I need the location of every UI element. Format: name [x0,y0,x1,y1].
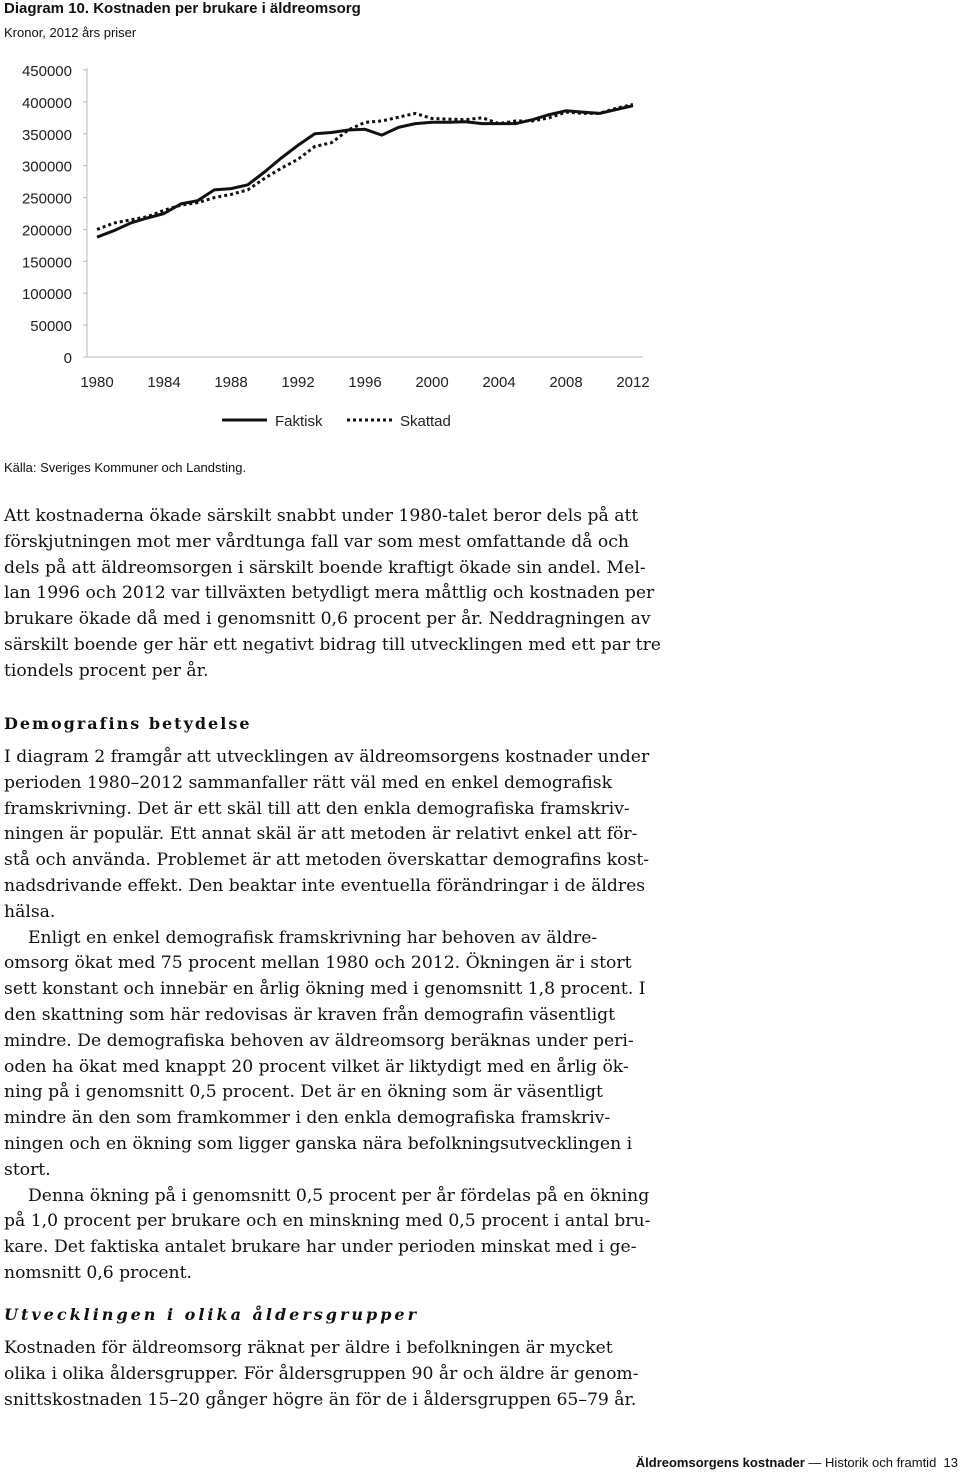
text-line: Denna ökning på i genomsnitt 0,5 procent per år fördelas på en ökning [28,1185,650,1206]
text-line: kare. Det faktiska antalet brukare har under perioden minskat med i ge- [4,1237,637,1258]
text-line: oden ha ökat med knappt 20 procent vilket är liktydigt med en årlig ök- [4,1056,629,1077]
text-line: sett konstant och innebär en årlig ökning med i genomsnitt 1,8 procent. I [4,979,646,1000]
y-tick-label: 50000 [30,318,72,336]
y-tick-label: 150000 [21,254,72,272]
text-line: omsorg ökat med 75 procent mellan 1980 och 2012. Ökningen är i stort [4,953,632,974]
text-line: mindre. De demografiska behoven av äldreomsorg beräknas under peri- [4,1030,634,1051]
body-text-2 [4,745,704,1287]
text-line: ning på i genomsnitt 0,5 procent. Det är en ökning som är väsentligt [4,1082,603,1103]
series-line-faktisk [97,106,633,237]
y-tick-label: 300000 [21,158,72,176]
y-tick-label: 100000 [21,286,72,304]
text-line: nomsnitt 0,6 procent. [4,1262,192,1283]
section-heading-demografi: Demografins betydelse [4,714,252,733]
text-line: ningen är populär. Ett annat skäl är att metoden är relativt enkel att för- [4,824,638,845]
line-chart [0,50,700,450]
x-tick-label: 2008 [549,374,583,391]
page-footer [636,1455,958,1471]
diagram-title: Diagram 10. Kostnaden per brukare i äldreomsorg [4,0,361,17]
footer-title: Äldreomsorgens kostnader [635,1455,805,1470]
y-tick-label: 450000 [21,63,72,80]
x-tick-label: 1988 [214,374,248,391]
text-line: stort. [4,1159,51,1180]
x-tick-label: 2012 [616,374,650,391]
x-tick-label: 1996 [348,374,382,391]
text-line: stå och använda. Problemet är att metoden överskattar demografins kost- [4,850,650,871]
text-line: perioden 1980–2012 sammanfaller rätt väl med en enkel demografisk [4,772,612,793]
text-line: framskrivning. Det är ett skäl till att den enkla demografiska framskriv- [4,798,630,819]
footer-section: Historik och framtid [825,1455,937,1470]
page-number: 13 [943,1455,958,1470]
body-text-3 [4,1336,704,1413]
legend-label-skattad: Skattad [400,413,451,430]
footer-dash: — [808,1455,822,1470]
paragraph [4,1184,704,1287]
text-line: Att kostnaderna ökade särskilt snabbt under 1980-talet beror dels på att [4,506,639,526]
source-note: Källa: Sveriges Kommuner och Landsting. [4,460,247,475]
text-line: lan 1996 och 2012 var tillväxten betydligt mera måttlig och kostnaden per [4,583,655,604]
y-tick-label: 350000 [21,126,72,144]
text-line: Kostnaden för äldreomsorg räknat per äldre i befolkningen är mycket [4,1338,613,1358]
x-tick-label: 2004 [482,374,516,391]
legend-label-faktisk: Faktisk [275,413,323,430]
x-tick-label: 1984 [147,374,181,391]
section-heading-aldersgrupper: Utvecklingen i olika åldersgrupper [4,1305,419,1324]
series-line-skattad [97,104,633,229]
y-tick-label: 200000 [21,222,72,240]
text-line: brukare ökade då med i genomsnitt 0,6 procent per år. Neddragningen av [4,609,651,630]
body-text-1 [4,504,704,685]
x-tick-label: 1992 [281,374,315,391]
text-line: nadsdrivande effekt. Den beaktar inte eventuella förändringar i de äldres [4,875,646,896]
text-line: Enligt en enkel demografisk framskrivning har behoven av äldre- [28,927,598,948]
text-line: förskjutningen mot mer vårdtunga fall var som mest omfattande då och [4,531,629,552]
x-tick-label: 1980 [80,374,114,391]
text-line: på 1,0 procent per brukare och en minskning med 0,5 procent i antal bru- [4,1211,651,1232]
text-line: olika i olika åldersgrupper. För åldersgruppen 90 år och äldre är genom- [4,1363,639,1384]
diagram-subtitle: Kronor, 2012 års priser [4,25,137,40]
paragraph [4,745,704,926]
x-tick-label: 2000 [415,374,449,391]
paragraph [4,504,704,685]
y-tick-label: 0 [63,350,72,367]
text-line: ningen och en ökning som ligger ganska nära befolkningsutvecklingen i [4,1133,633,1154]
text-line: särskilt boende ger här ett negativt bidrag till utvecklingen med ett par tre [4,634,661,655]
text-line: I diagram 2 framgår att utvecklingen av äldreomsorgens kostnader under [4,747,650,767]
y-tick-label: 400000 [21,94,72,112]
text-line: hälsa. [4,901,56,922]
text-line: snittskostnaden 15–20 gånger högre än för de i åldersgruppen 65–79 år. [4,1389,637,1410]
text-line: dels på att äldreomsorgen i särskilt boende kraftigt ökade sin andel. Mel- [4,557,646,578]
paragraph [4,926,704,1184]
paragraph [4,1336,704,1413]
y-tick-label: 250000 [21,190,72,208]
text-line: tiondels procent per år. [4,660,209,681]
text-line: den skattning som här redovisas är kraven från demografin väsentligt [4,1004,616,1025]
text-line: mindre än den som framkommer i den enkla demografiska framskriv- [4,1108,611,1129]
